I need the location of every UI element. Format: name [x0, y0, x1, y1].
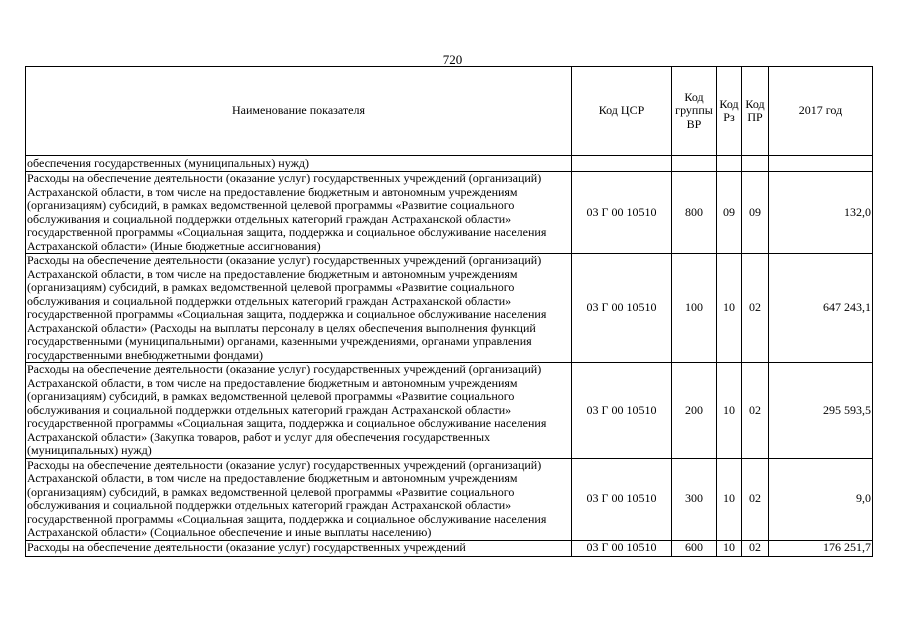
row-pr: 02 — [742, 458, 769, 540]
row-name: Расходы на обеспечение деятельности (оказание услуг) государственных учреждений (организаций) Астраханской области, в том числе на предоставление бюджетным и автономным учреждениям (организациям) субсидий, в рамках ведомственной целевой программы «Развитие социального обслуживания и социальной поддержки отдельных категорий граждан Астраханской области» государственной программы «Социальная защита, поддержка и социальное обслуживание населения Астраханской области» (Расходы на выплаты персоналу в целях обеспечения выполнения функций государственными (муниципальными) органами, казенными учреждениями, органами управления государственными внебюджетными фондами) — [26, 254, 572, 363]
header-indicator-name: Наименование показателя — [26, 67, 572, 156]
row-rz: 09 — [717, 172, 742, 254]
row-rz: 10 — [717, 254, 742, 363]
header-csr-code: Код ЦСР — [572, 67, 672, 156]
header-year: 2017 год — [769, 67, 873, 156]
row-amount: 647 243,1 — [769, 254, 873, 363]
row-csr: 03 Г 00 10510 — [572, 363, 672, 459]
table-row — [26, 172, 873, 254]
header-pr-line: Код — [745, 96, 765, 111]
row-csr: 03 Г 00 10510 — [572, 254, 672, 363]
row-vr: 600 — [672, 540, 717, 556]
header-vr-line: группы — [675, 103, 713, 118]
header-rz-line: Рз — [723, 110, 735, 124]
page-number: 720 — [442, 52, 463, 67]
row-vr: 200 — [672, 363, 717, 459]
row-amount: 176 251,7 — [769, 540, 873, 556]
table-row — [26, 156, 873, 172]
budget-table — [25, 66, 873, 557]
row-csr: 03 Г 00 10510 — [572, 458, 672, 540]
row-name: обеспечения государственных (муниципальных) нужд) — [26, 156, 572, 172]
row-rz: 10 — [717, 363, 742, 459]
row-vr: 300 — [672, 458, 717, 540]
header-vr-code — [672, 67, 717, 156]
row-amount: 9,0 — [769, 458, 873, 540]
row-csr — [572, 156, 672, 172]
row-rz — [717, 156, 742, 172]
row-amount — [769, 156, 873, 172]
row-name: Расходы на обеспечение деятельности (оказание услуг) государственных учреждений — [26, 540, 572, 556]
row-rz: 10 — [717, 458, 742, 540]
row-pr — [742, 156, 769, 172]
row-name: Расходы на обеспечение деятельности (оказание услуг) государственных учреждений (организаций) Астраханской области, в том числе на предоставление бюджетным и автономным учреждениям (организациям) субсидий, в рамках ведомственной целевой программы «Развитие социального обслуживания и социальной поддержки отдельных категорий граждан Астраханской области» государственной программы «Социальная защита, поддержка и социальное обслуживание населения Астраханской области» (Иные бюджетные ассигнования) — [26, 172, 572, 254]
row-pr: 02 — [742, 540, 769, 556]
header-vr-line: Код — [684, 89, 704, 104]
row-pr: 02 — [742, 363, 769, 459]
table-row — [26, 458, 873, 540]
header-rz-line: Код — [719, 96, 739, 111]
table-header-row — [26, 67, 873, 156]
row-vr — [672, 156, 717, 172]
row-amount: 295 593,5 — [769, 363, 873, 459]
row-csr: 03 Г 00 10510 — [572, 540, 672, 556]
row-name: Расходы на обеспечение деятельности (оказание услуг) государственных учреждений (организаций) Астраханской области, в том числе на предоставление бюджетным и автономным учреждениям (организациям) субсидий, в рамках ведомственной целевой программы «Развитие социального обслуживания и социальной поддержки отдельных категорий граждан Астраханской области» государственной программы «Социальная защита, поддержка и социальное обслуживание населения Астраханской области» (Закупка товаров, работ и услуг для обеспечения государственных (муниципальных) нужд) — [26, 363, 572, 459]
row-vr: 800 — [672, 172, 717, 254]
header-pr-line: ПР — [747, 110, 763, 124]
row-name: Расходы на обеспечение деятельности (оказание услуг) государственных учреждений (организаций) Астраханской области, в том числе на предоставление бюджетным и автономным учреждениям (организациям) субсидий, в рамках ведомственной целевой программы «Развитие социального обслуживания и социальной поддержки отдельных категорий граждан Астраханской области» государственной программы «Социальная защита, поддержка и социальное обслуживание населения Астраханской области» (Социальное обеспечение и иные выплаты населению) — [26, 458, 572, 540]
row-vr: 100 — [672, 254, 717, 363]
header-rz-code — [717, 67, 742, 156]
table-row — [26, 254, 873, 363]
row-amount: 132,0 — [769, 172, 873, 254]
header-pr-code — [742, 67, 769, 156]
row-pr: 09 — [742, 172, 769, 254]
table-row — [26, 540, 873, 556]
row-rz: 10 — [717, 540, 742, 556]
table-row — [26, 363, 873, 459]
row-csr: 03 Г 00 10510 — [572, 172, 672, 254]
header-vr-line: ВР — [686, 116, 702, 131]
row-pr: 02 — [742, 254, 769, 363]
